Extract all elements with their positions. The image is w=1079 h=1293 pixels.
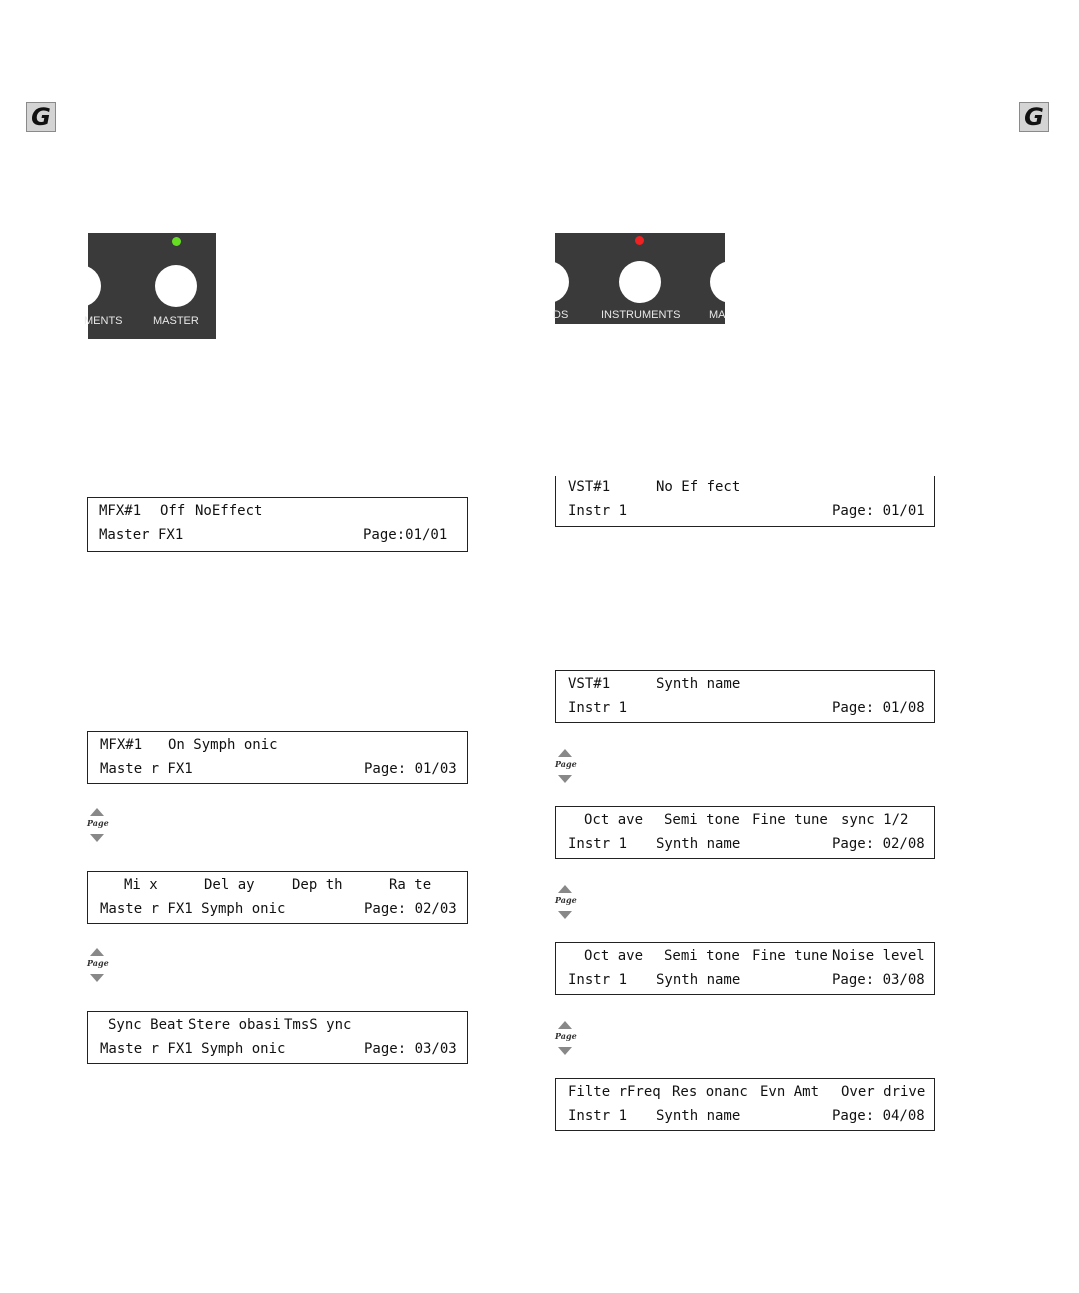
panel-label-master: MASTER — [153, 315, 199, 327]
lcd-text: Instr 1 — [568, 1108, 628, 1124]
lcd-text: Evn Amt — [760, 1084, 820, 1100]
lcd-text: No Ef fect — [656, 479, 741, 495]
lcd-page-number: Page: 03/08 — [832, 972, 925, 988]
master-led — [172, 237, 181, 246]
lcd-text: Synth name — [656, 676, 741, 692]
lcd-text: Master FX1 — [99, 527, 184, 543]
lcd-text: MFX#1 — [100, 737, 143, 753]
next-knob-partial — [710, 261, 752, 303]
panel-label-instruments: INSTRUMENTS — [601, 309, 681, 321]
page-button-icon — [555, 885, 577, 919]
lcd-text: NoEffect — [195, 503, 263, 519]
lcd-master-fx-off — [87, 497, 468, 552]
page-icon-label: Page — [555, 895, 577, 905]
lcd-master-fx-page3 — [87, 1011, 468, 1064]
page-down-arrow-icon — [558, 1047, 572, 1055]
lcd-page-number: Page: 01/01 — [832, 503, 925, 519]
page-down-arrow-icon — [558, 911, 572, 919]
lcd-text: Instr 1 — [568, 700, 628, 716]
instruments-button-panel — [555, 233, 725, 324]
page-icon-label: Page — [87, 958, 109, 968]
page-button-icon — [87, 808, 109, 842]
page-button-icon — [87, 948, 109, 982]
instruments-knob[interactable] — [619, 261, 661, 303]
lcd-vst-no-effect — [555, 476, 935, 527]
lcd-text: Oct ave — [584, 948, 644, 964]
lcd-text: Maste r FX1 — [100, 761, 193, 777]
lcd-master-fx-page1 — [87, 731, 468, 784]
page-up-arrow-icon — [90, 948, 104, 956]
page-icon-label: Page — [87, 818, 109, 828]
page-up-arrow-icon — [558, 749, 572, 757]
lcd-page-number: Page: 03/03 — [364, 1041, 457, 1057]
lcd-text: Noise level — [832, 948, 925, 964]
page-button-icon — [555, 749, 577, 783]
lcd-text: Dep th — [292, 877, 343, 893]
lcd-text: Synth name — [656, 836, 741, 852]
lcd-text: Over drive — [841, 1084, 926, 1100]
page-up-arrow-icon — [558, 885, 572, 893]
instruments-led — [635, 236, 644, 245]
lcd-text: Instr 1 — [568, 972, 628, 988]
page-down-arrow-icon — [558, 775, 572, 783]
page-icon-label: Page — [555, 1031, 577, 1041]
panel-label-pads-partial: DS — [553, 309, 569, 321]
lcd-master-fx-page2 — [87, 871, 468, 924]
lcd-text: On Symph onic — [168, 737, 278, 753]
lcd-vst-page4 — [555, 1078, 935, 1131]
lcd-text: Synth name — [656, 1108, 741, 1124]
panel-label-instruments-partial: MENTS — [84, 315, 123, 327]
lcd-text: TmsS ync — [284, 1017, 352, 1033]
lcd-vst-page2 — [555, 806, 935, 859]
lcd-text: VST#1 — [568, 479, 611, 495]
page-down-arrow-icon — [90, 834, 104, 842]
lcd-page-number: Page: 02/03 — [364, 901, 457, 917]
lcd-text: Sync Beat — [108, 1017, 184, 1033]
previous-knob-partial — [527, 261, 569, 303]
lcd-text: Filte rFreq — [568, 1084, 661, 1100]
lcd-text: MFX#1 — [99, 503, 142, 519]
lcd-text: Semi tone — [664, 948, 740, 964]
lcd-text: Fine tune — [752, 948, 828, 964]
lcd-text: Stere obasi — [188, 1017, 281, 1033]
page-up-arrow-icon — [558, 1021, 572, 1029]
lcd-text: Oct ave — [584, 812, 644, 828]
lcd-vst-page1 — [555, 670, 935, 723]
lcd-text: Mi x — [124, 877, 158, 893]
instruments-knob-partial — [59, 265, 101, 307]
section-badge-left: G — [26, 102, 56, 132]
lcd-text: Maste r FX1 Symph onic — [100, 901, 286, 917]
lcd-vst-page3 — [555, 942, 935, 995]
lcd-page-number: Page: 04/08 — [832, 1108, 925, 1124]
lcd-page-number: Page: 02/08 — [832, 836, 925, 852]
page-button-icon — [555, 1021, 577, 1055]
section-badge-right: G — [1019, 102, 1049, 132]
lcd-text: sync 1/2 — [841, 812, 909, 828]
panel-label-master-partial: MA — [709, 309, 726, 321]
page-up-arrow-icon — [90, 808, 104, 816]
lcd-text: Del ay — [204, 877, 255, 893]
lcd-page-number: Page:01/01 — [363, 527, 448, 543]
lcd-text: Fine tune — [752, 812, 828, 828]
lcd-page-number: Page: 01/03 — [364, 761, 457, 777]
lcd-text: Instr 1 — [568, 503, 628, 519]
master-button-panel — [84, 233, 216, 339]
lcd-text: Instr 1 — [568, 836, 628, 852]
lcd-text: Semi tone — [664, 812, 740, 828]
lcd-text: Res onanc — [672, 1084, 748, 1100]
lcd-text: Maste r FX1 Symph onic — [100, 1041, 286, 1057]
page-down-arrow-icon — [90, 974, 104, 982]
lcd-page-number: Page: 01/08 — [832, 700, 925, 716]
page-icon-label: Page — [555, 759, 577, 769]
lcd-text: Synth name — [656, 972, 741, 988]
master-knob[interactable] — [155, 265, 197, 307]
lcd-text: Ra te — [389, 877, 432, 893]
lcd-text: Off — [160, 503, 186, 519]
lcd-text: VST#1 — [568, 676, 611, 692]
